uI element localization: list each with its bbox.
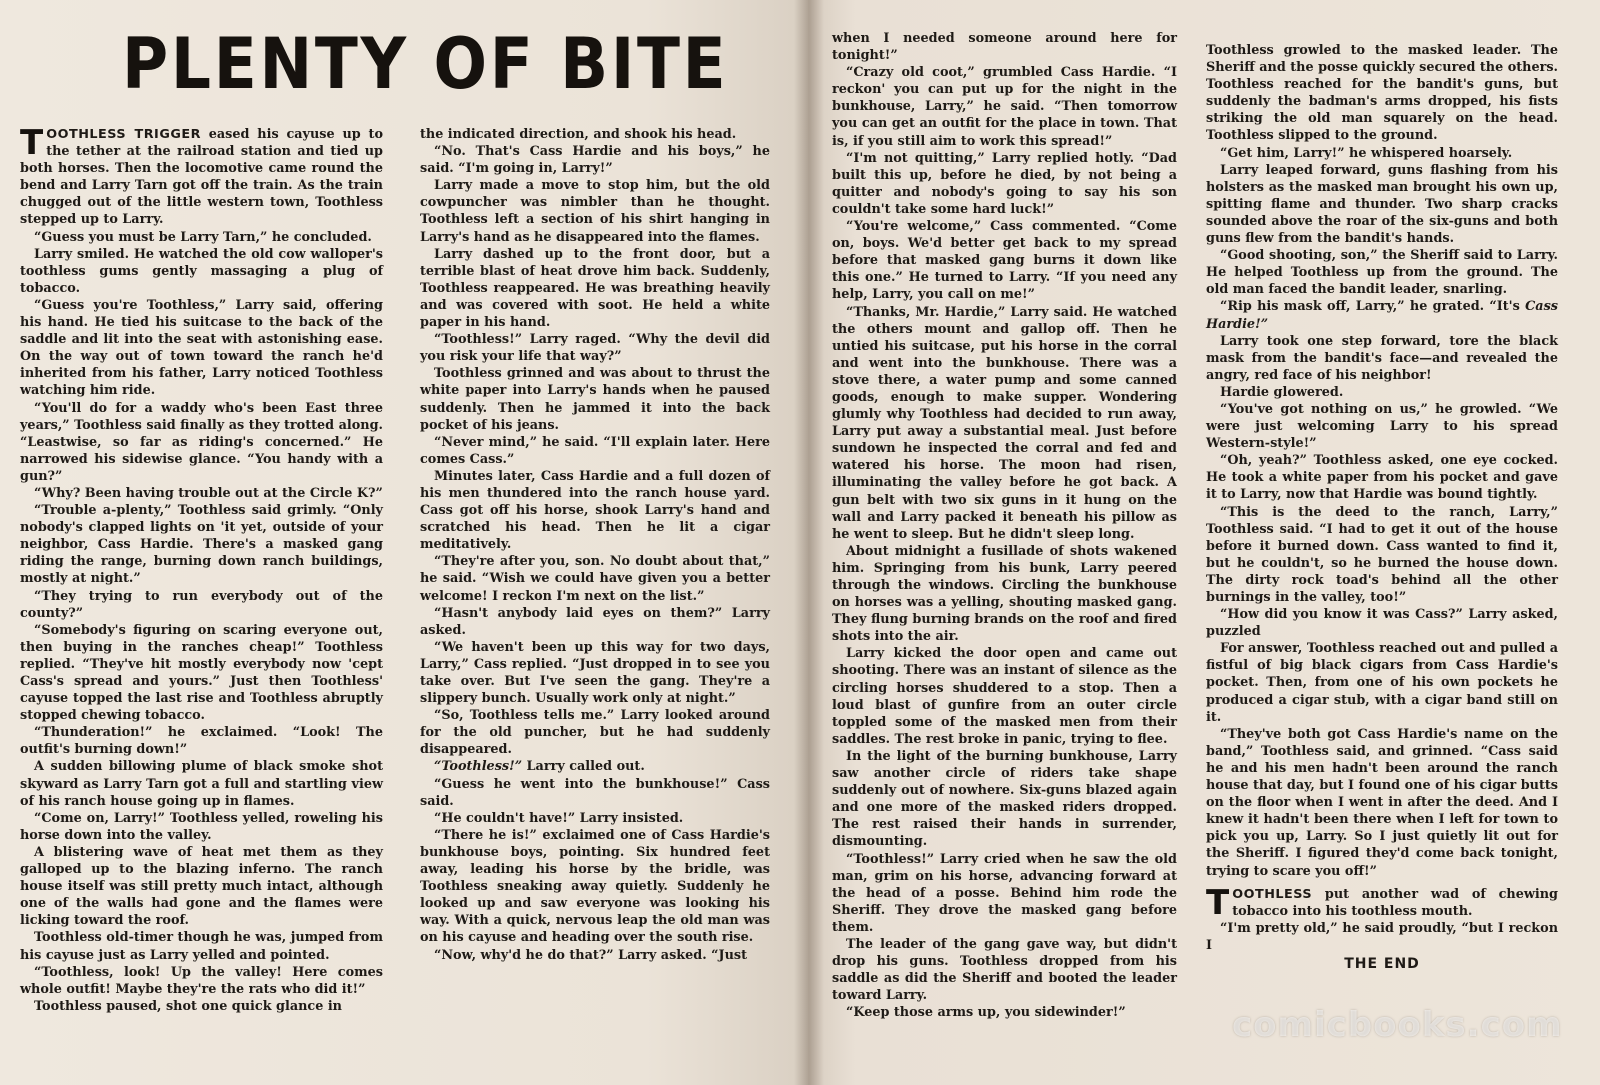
paragraph: Larry smiled. He watched the old cow walloper's toothless gums gently massaging a plug of tobacco.: [20, 246, 383, 296]
paragraph-text: put another wad of chewing tobacco into his toothless mouth.: [1232, 886, 1558, 919]
column-4: [1206, 42, 1558, 973]
column-2: [420, 126, 770, 964]
paragraph: “We haven't been up this way for two days, Larry,” Cass replied. “Just dropped in to see you take over. But I've seen the gang. They're a slippery bunch. Usually work only at night.”: [420, 639, 770, 707]
paragraph: “There he is!” exclaimed one of Cass Hardie's bunkhouse boys, pointing. Six hundred feet away, leading his horse by the bridle, was Toothless sneaking away quietly. Suddenly he looked up and saw everyone was looking his way. With a quick, nervous leap the old man was on his cayuse and heading over the south rise.: [420, 827, 770, 946]
watermark-logo: comicbooks.com: [1232, 1005, 1563, 1045]
paragraph: “Keep those arms up, you sidewinder!”: [846, 1005, 1126, 1021]
page-gutter: [794, 0, 824, 1085]
paragraph: Larry leaped forward, guns flashing from his holsters as the masked man brought his own up, spitting flame and thunder. Two sharp cracks sounded above the roar of the six-guns and both guns flew from the bandit's hands.: [1206, 162, 1558, 247]
paragraph: “No. That's Cass Hardie and his boys,” he said. “I'm going in, Larry!”: [420, 144, 770, 177]
paragraph: “I'm pretty old,” he said proudly, “but I reckon I: [1206, 920, 1558, 953]
paragraph: “Thunderation!” he exclaimed. “Look! The outfit's burning down!”: [20, 725, 383, 758]
paragraph: “You've got nothing on us,” he growled. “We were just welcoming Larry to his spread Western-style!”: [1206, 401, 1558, 452]
paragraph: “Toothless!” Larry cried when he saw the old man, grim on his horse, advancing forward at the head of a posse. Behind him rode the Sheriff. They drove the masked gang before them.: [832, 851, 1177, 935]
paragraph: when I needed someone around here for tonight!”: [832, 31, 1177, 64]
drop-cap: T: [1206, 882, 1230, 923]
column-1: [20, 123, 383, 1015]
paragraph: “Why? Been having trouble out at the Circle K?”: [34, 485, 383, 501]
paragraph: “Thanks, Mr. Hardie,” Larry said. He watched the others mount and gallop off. Then he untied his suitcase, put his horse in the corral and went into the bunkhouse. There was a stove there, a water pump and some canned goods, enough to make supper. Wondering glumly why Toothless had decided to run away, Larry put away a substantial meal. Just before sundown he inspected the corral and fed and watered his horse. The moon had risen, illuminating the valley before he got back. A gun belt with two six guns in it hung on the wall and Larry packed it beneath his pillow as he went to sleep. But he didn't sleep long.: [832, 304, 1177, 542]
paragraph: “Good shooting, son,” the Sheriff said to Larry. He helped Toothless up from the ground. The old man faced the bandit leader, snarling.: [1206, 248, 1558, 298]
paragraph: Toothless old-timer though he was, jumped from his cayuse just as Larry yelled and pointed.: [20, 930, 383, 963]
paragraph-text: Larry called out.: [522, 759, 645, 775]
column-3: [832, 30, 1177, 1021]
story-title: PLENTY OF BITE: [122, 23, 729, 105]
paragraph: [1206, 882, 1558, 923]
paragraph: Larry made a move to stop him, but the old cowpuncher was nimbler than he thought. Toothless left a section of his shirt hanging in Larry's hand as he disappeared into the flames.: [420, 178, 770, 245]
paragraph: “They're after you, son. No doubt about that,” he said. “Wish we could have given you a better welcome! I reckon I'm next on the list.”: [420, 554, 770, 604]
paragraph: “I'm not quitting,” Larry replied hotly. “Dad built this up, before he died, by not being a quitter and nobody's going to say his son couldn't take some hard luck!”: [832, 150, 1177, 217]
paragraph: [20, 123, 383, 229]
paragraph: “This is the deed to the ranch, Larry,” Toothless said. “I had to get it out of the house before it burned down. Cass wanted to find it, but he couldn't, so he burned the house down. The dirty rock toad's behind all the other burnings in the valley, too!”: [1206, 504, 1558, 605]
paragraph-text: eased his cayuse up to the tether at the railroad station and tied up both horses. Then the locomotive came round the bend and Larry Tarn got off the train. As the train chugged out of the little western town, Toothless stepped up to Larry.: [20, 127, 383, 228]
the-end-label: THE END: [1344, 955, 1420, 972]
paragraph: “You're welcome,” Cass commented. “Come on, boys. We'd better get back to my spread before that masked gang burns it down like this one.” He turned to Larry. “If you need any help, Larry, you call on me!”: [832, 219, 1177, 303]
italic-exclamation: “Toothless!”: [434, 759, 523, 775]
paragraph: [1206, 298, 1558, 332]
paragraph: About midnight a fusillade of shots wakened him. Springing from his bunk, Larry peered through the windows. Circling the bunkhouse on horses was a yelling, shouting masked gang. They flung burning brands on the roof and fired shots into the air.: [832, 543, 1177, 645]
paragraph: [420, 758, 770, 775]
paragraph: “Trouble a-plenty,” Toothless said grimly. “Only nobody's clapped lights on 'it yet, outside of your neighbor, Cass Hardie. There's a masked gang riding the range, burning down ranch buildings, mostly at night.”: [20, 503, 383, 587]
paragraph: A sudden billowing plume of black smoke shot skyward as Larry Tarn got a full and startling view of his ranch house going up in flames.: [20, 759, 383, 809]
paragraph: Larry kicked the door open and came out shooting. There was an instant of silence as the circling horses shuddered to a stop. Then a loud blast of gunfire from an outer circle toppled some of the masked men from their saddles. The rest broke in panic, trying to flee.: [832, 646, 1177, 747]
paragraph: “He couldn't have!” Larry insisted.: [434, 810, 684, 826]
paragraph: “Toothless, look! Up the valley! Here comes whole outfit! Maybe they're the rats who did it!”: [20, 964, 383, 997]
paragraph: “How did you know it was Cass?” Larry asked, puzzled: [1206, 607, 1558, 640]
opening-words: OOTHLESS TRIGGER: [46, 127, 201, 142]
paragraph: “Guess he went into the bunkhouse!” Cass said.: [420, 776, 770, 809]
paragraph: The leader of the gang gave way, but didn't drop his guns. Toothless dropped from his saddle as did the Sheriff and booted the leader toward Larry.: [832, 936, 1177, 1004]
paragraph: “Somebody's figuring on scaring everyone out, then buying in the ranches cheap!” Toothless replied. “They've hit mostly everybody now 'cept Cass's spread and yours.” Just then Toothless' cayuse topped the last rise and Toothless abruptly stopped chewing tobacco.: [20, 622, 383, 724]
paragraph: Toothless growled to the masked leader. The Sheriff and the posse quickly secured the others. Toothless reached for the bandit's guns, but suddenly the badman's arms dropped, his fists striking the old man squarely on the head. Toothless slipped to the ground.: [1206, 43, 1558, 144]
paragraph: “Crazy old coot,” grumbled Cass Hardie. “I reckon' you can put up for the night in the bunkhouse, Larry,” he said. “Then tomorrow you can get an outfit for the place in town. That is, if you still aim to work this spread!”: [832, 65, 1177, 149]
paragraph: Larry took one step forward, tore the black mask from the bandit's face—and revealed the angry, red face of his neighbor!: [1206, 333, 1558, 383]
paragraph: the indicated direction, and shook his head.: [420, 127, 737, 142]
paragraph: In the light of the burning bunkhouse, Larry saw another circle of riders take shape suddenly out of nowhere. Six-guns blazed again and one more of the masked riders dropped. The rest raised their hands in surrender, dismounting.: [832, 748, 1177, 850]
opening-words: OOTHLESS: [1232, 886, 1313, 902]
paragraph: Larry dashed up to the front door, but a terrible blast of heat drove him back. Suddenly, Toothless reappeared. He was breathing heavily and was covered with soot. He held a white paper in his hand.: [420, 246, 770, 331]
paragraph: “Now, why'd he do that?” Larry asked. “Just: [434, 947, 747, 963]
paragraph: Minutes later, Cass Hardie and a full dozen of his men thundered into the ranch house yard. Cass got off his horse, shook Larry's hand and scratched his head. Then he lit a cigar meditatively.: [420, 468, 770, 553]
paragraph: Toothless grinned and was about to thrust the white paper into Larry's hands when he paused suddenly. Then he jammed it into the back pocket of his jeans.: [420, 366, 770, 433]
drop-cap: T: [20, 123, 44, 163]
paragraph: Hardie glowered.: [1220, 384, 1344, 400]
paragraph: “Hasn't anybody laid eyes on them?” Larry asked.: [420, 605, 770, 638]
paragraph: “Guess you must be Larry Tarn,” he concluded.: [34, 229, 372, 245]
paragraph: “You'll do for a waddy who's been East three years,” Toothless said finally as they trotted along. “Leastwise, so far as riding's concerned.” He narrowed his sidewise glance. “You handy with a gun?”: [20, 400, 383, 484]
paragraph: “Come on, Larry!” Toothless yelled, roweling his horse down into the valley.: [20, 810, 383, 843]
paragraph: “Guess you're Toothless,” Larry said, offering his hand. He tied his suitcase to the back of the saddle and lit into the seat with astonishing ease. On the way out of town toward the ranch he'd inherited from his father, Larry noticed Toothless watching him ride.: [20, 297, 383, 399]
paragraph: A blistering wave of heat met them as they galloped up to the blazing inferno. The ranch house itself was still pretty much intact, although one of the walls had gone and the flames were licking toward the roof.: [20, 844, 383, 929]
paragraph: “Get him, Larry!” he whispered hoarsely.: [1220, 145, 1513, 161]
paragraph: “So, Toothless tells me.” Larry looked around for the old puncher, but he had suddenly disappeared.: [420, 708, 770, 758]
paragraph: “Oh, yeah?” Toothless asked, one eye cocked. He took a white paper from his pocket and gave it to Larry, now that Hardie was bound tightly.: [1206, 453, 1558, 503]
paragraph-text: “Rip his mask off, Larry,” he grated. “It's: [1220, 299, 1526, 315]
paragraph: “Never mind,” he said. “I'll explain later. Here comes Cass.”: [420, 434, 770, 467]
italic-name: Cass Hardie!”: [1206, 299, 1558, 332]
paragraph: “Toothless!” Larry raged. “Why the devil did you risk your life that way?”: [420, 332, 770, 365]
paragraph: “They've both got Cass Hardie's name on the band,” Toothless said, and grinned. “Cass said he and his men hadn't been around the ranch house that day, but I found one of his cigar butts on the floor when I went in after the deed. And I knew it hadn't been there when I left for town to pick you up, Larry. So I just quietly lit out for the Sheriff. I figured they'd come back tonight, trying to scare you off!”: [1206, 726, 1558, 879]
paragraph: For answer, Toothless reached out and pulled a fistful of big black cigars from Cass Hardie's pocket. Then, from one of his own pockets he produced a cigar stub, with a cigar band still on it.: [1206, 641, 1558, 725]
paragraph: “They trying to run everybody out of the county?”: [20, 588, 383, 621]
paragraph: Toothless paused, shot one quick glance in: [34, 998, 342, 1014]
